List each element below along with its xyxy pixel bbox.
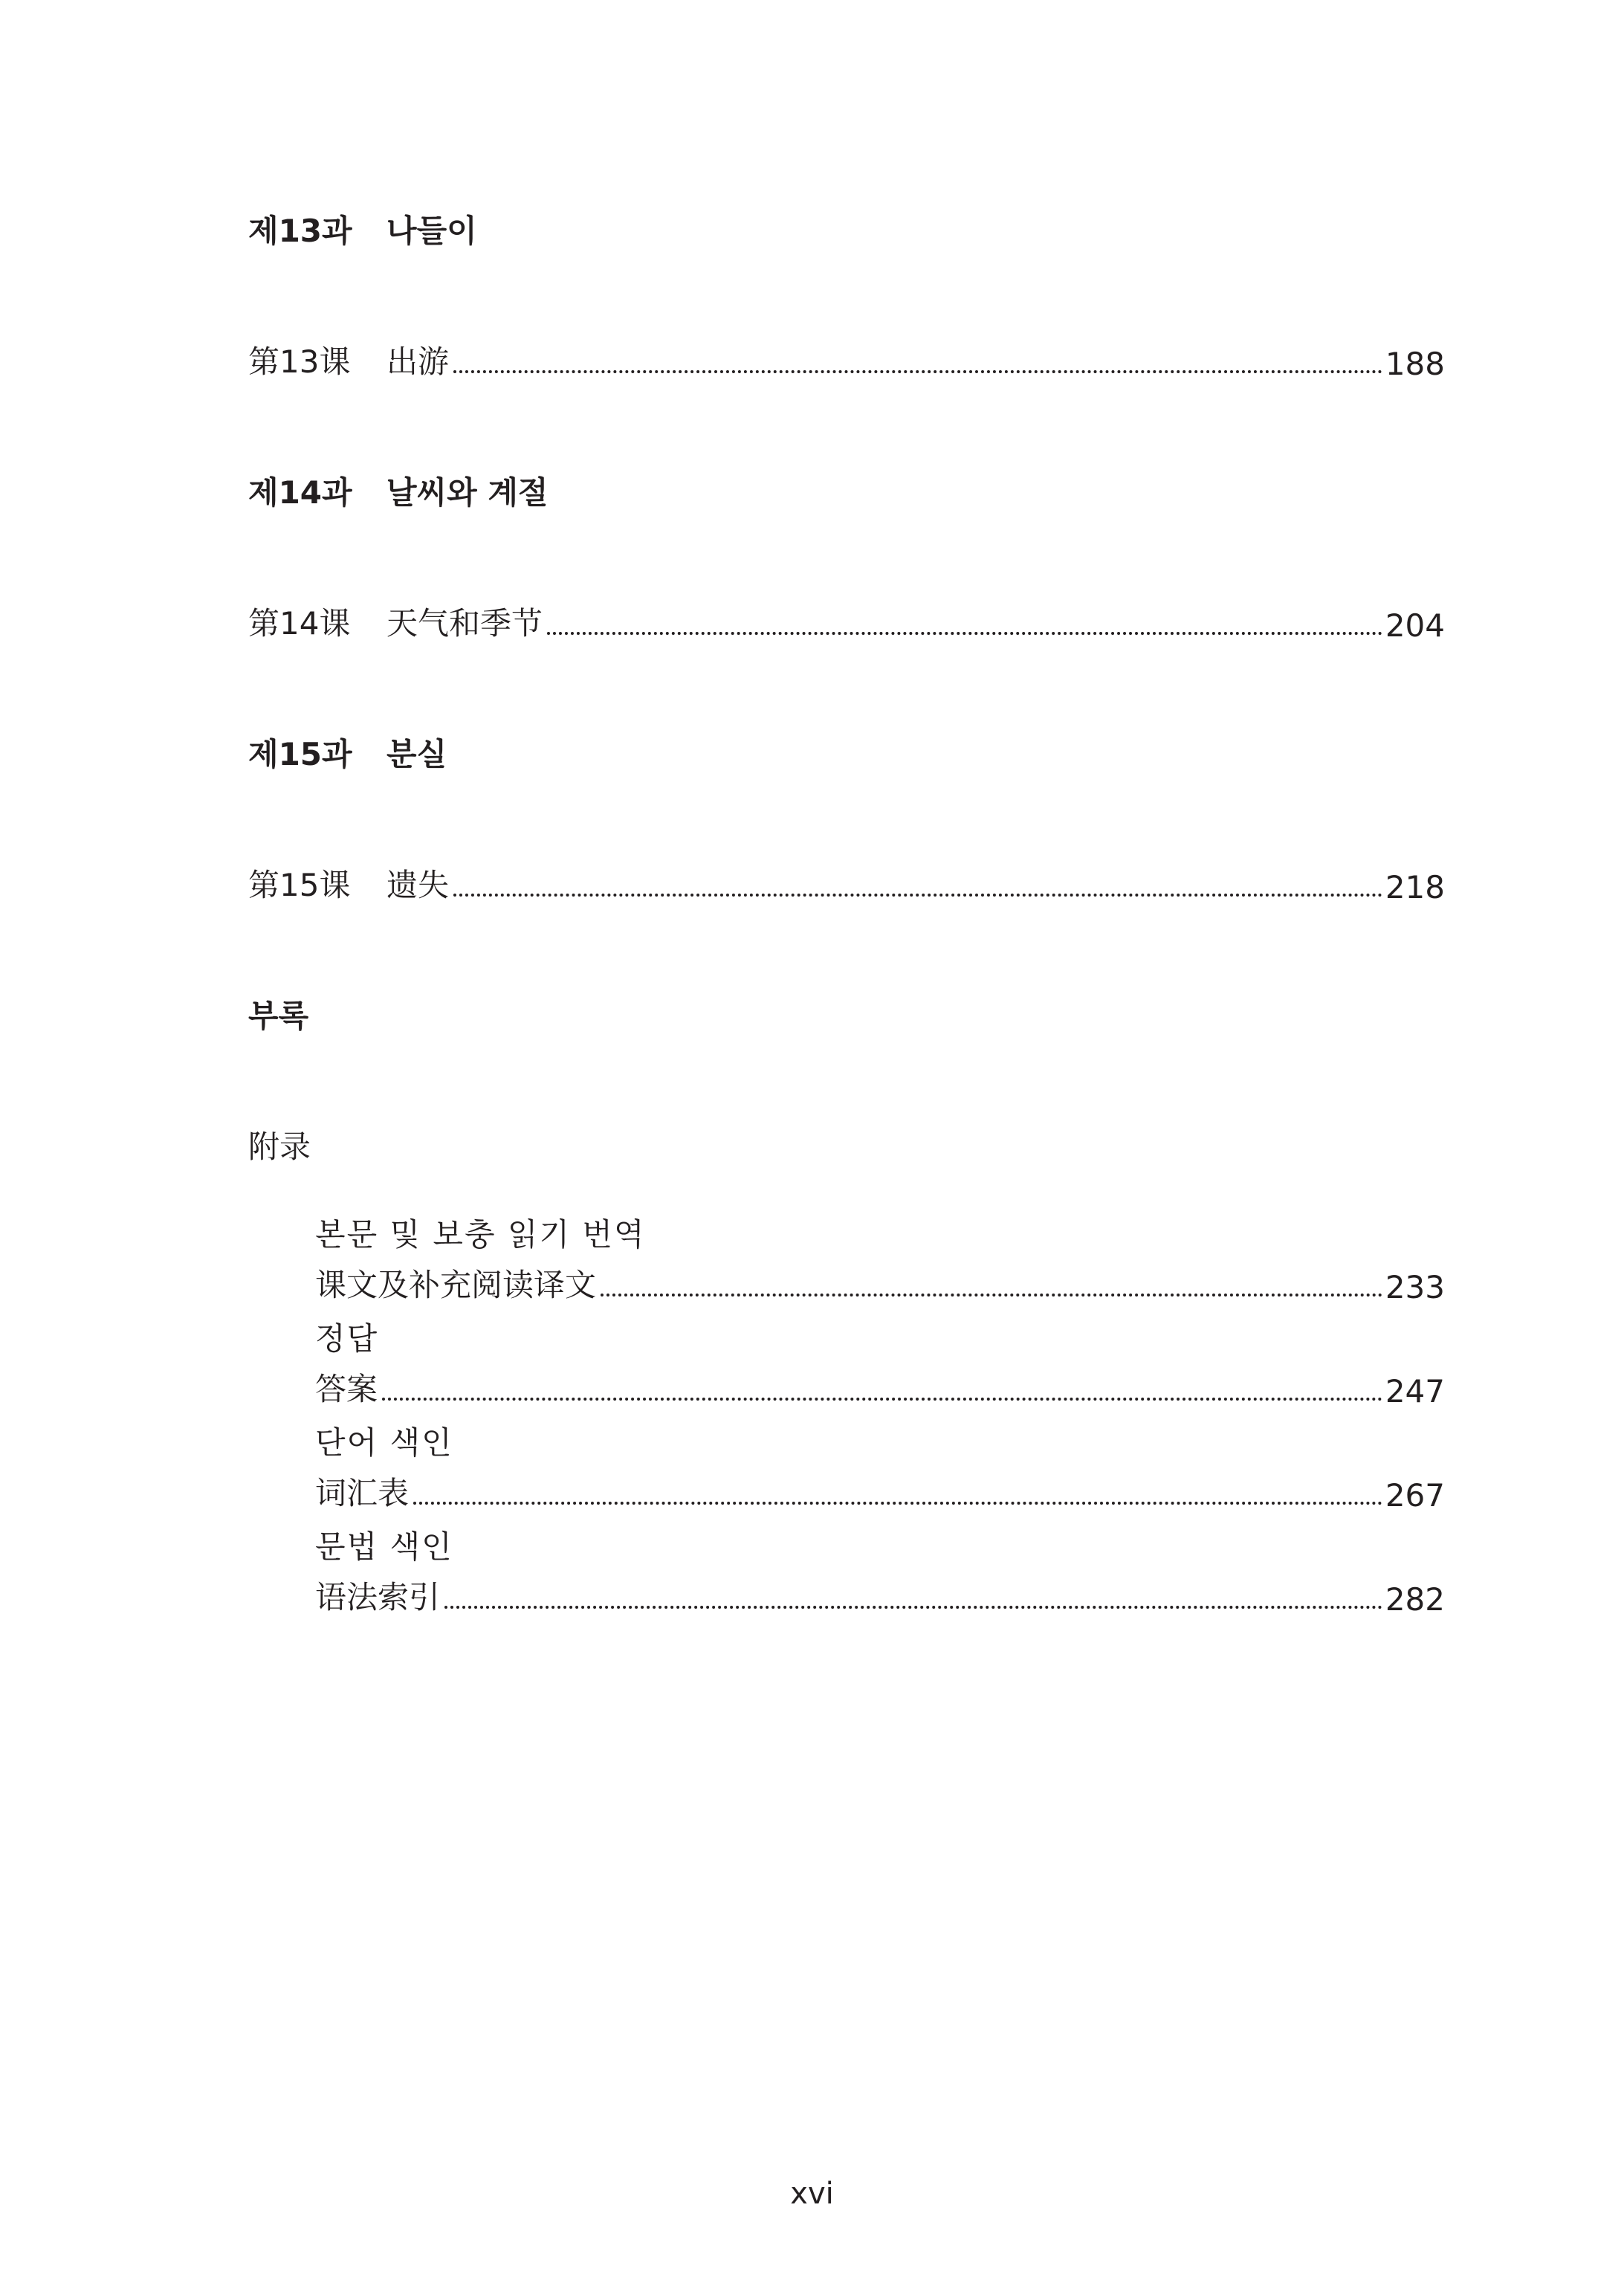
- appendix-item-cn[interactable]: [315, 1365, 1445, 1409]
- appendix-item-title-ko: 정답: [315, 1320, 379, 1357]
- dot-leader: [601, 1294, 1382, 1297]
- appendix-title-cn: 附录: [248, 1128, 311, 1165]
- lesson-number-ko: 제15과: [248, 736, 352, 772]
- appendix-item-title-cn: 课文及补充阅读译文: [315, 1267, 597, 1303]
- appendix-item-cn[interactable]: [315, 1469, 1445, 1514]
- lesson-title-cn: 遗失: [386, 867, 450, 903]
- page-number: xvi: [790, 2177, 834, 2211]
- lesson-13-korean-heading: [248, 207, 1445, 251]
- lesson-title-ko: 날씨와 계절: [386, 474, 549, 511]
- page-reference: 282: [1385, 1581, 1445, 1618]
- page-reference: 267: [1385, 1477, 1445, 1514]
- page-reference: 218: [1385, 869, 1445, 905]
- appendix-item-title-ko: 단어 색인: [315, 1424, 453, 1461]
- lesson-14-korean-heading: [248, 468, 1445, 513]
- appendix-item-ko: [315, 1210, 1445, 1255]
- lesson-title-cn: 出游: [386, 343, 450, 380]
- lesson-number-ko: 제13과: [248, 213, 352, 249]
- page-reference: 247: [1385, 1373, 1445, 1409]
- appendix-item-ko: [315, 1418, 1445, 1463]
- appendix-item-title-cn: 词汇表: [315, 1475, 410, 1511]
- appendix-korean-heading: [248, 992, 1445, 1036]
- appendix-item-title-ko: 문법 색인: [315, 1528, 453, 1565]
- lesson-number-ko: 제14과: [248, 474, 352, 511]
- dot-leader: [444, 1606, 1382, 1609]
- dot-leader: [453, 370, 1382, 373]
- lesson-15-korean-heading: [248, 730, 1445, 775]
- appendix-item-title-cn: 语法索引: [315, 1579, 441, 1615]
- lesson-15-chinese-entry[interactable]: [248, 861, 1445, 905]
- appendix-item-cn[interactable]: [315, 1573, 1445, 1618]
- appendix-item-cn[interactable]: [315, 1261, 1445, 1305]
- appendix-item-ko: [315, 1314, 1445, 1359]
- page-reference: 233: [1385, 1269, 1445, 1305]
- lesson-title-ko: 분실: [386, 736, 447, 772]
- page-reference: 188: [1385, 346, 1445, 382]
- appendix-item-ko: [315, 1522, 1445, 1567]
- lesson-13-chinese-entry[interactable]: [248, 338, 1445, 382]
- dot-leader: [453, 894, 1382, 897]
- dot-leader: [413, 1502, 1382, 1505]
- appendix-items: [248, 1210, 1445, 1618]
- appendix-item-title-ko: 본문 및 보충 읽기 번역: [315, 1216, 646, 1253]
- dot-leader: [547, 632, 1382, 635]
- appendix-chinese-heading: [248, 1123, 1445, 1167]
- lesson-title-ko: 나들이: [386, 213, 477, 249]
- dot-leader: [382, 1398, 1382, 1401]
- lesson-number-cn: 第15课: [248, 867, 351, 903]
- lesson-title-cn: 天气和季节: [386, 605, 543, 642]
- lesson-number-cn: 第13课: [248, 343, 351, 380]
- table-of-contents: [248, 207, 1445, 1627]
- appendix-item-title-cn: 答案: [315, 1371, 378, 1407]
- lesson-14-chinese-entry[interactable]: [248, 599, 1445, 644]
- page-reference: 204: [1385, 607, 1445, 644]
- lesson-number-cn: 第14课: [248, 605, 351, 642]
- appendix-title-ko: 부록: [248, 998, 309, 1034]
